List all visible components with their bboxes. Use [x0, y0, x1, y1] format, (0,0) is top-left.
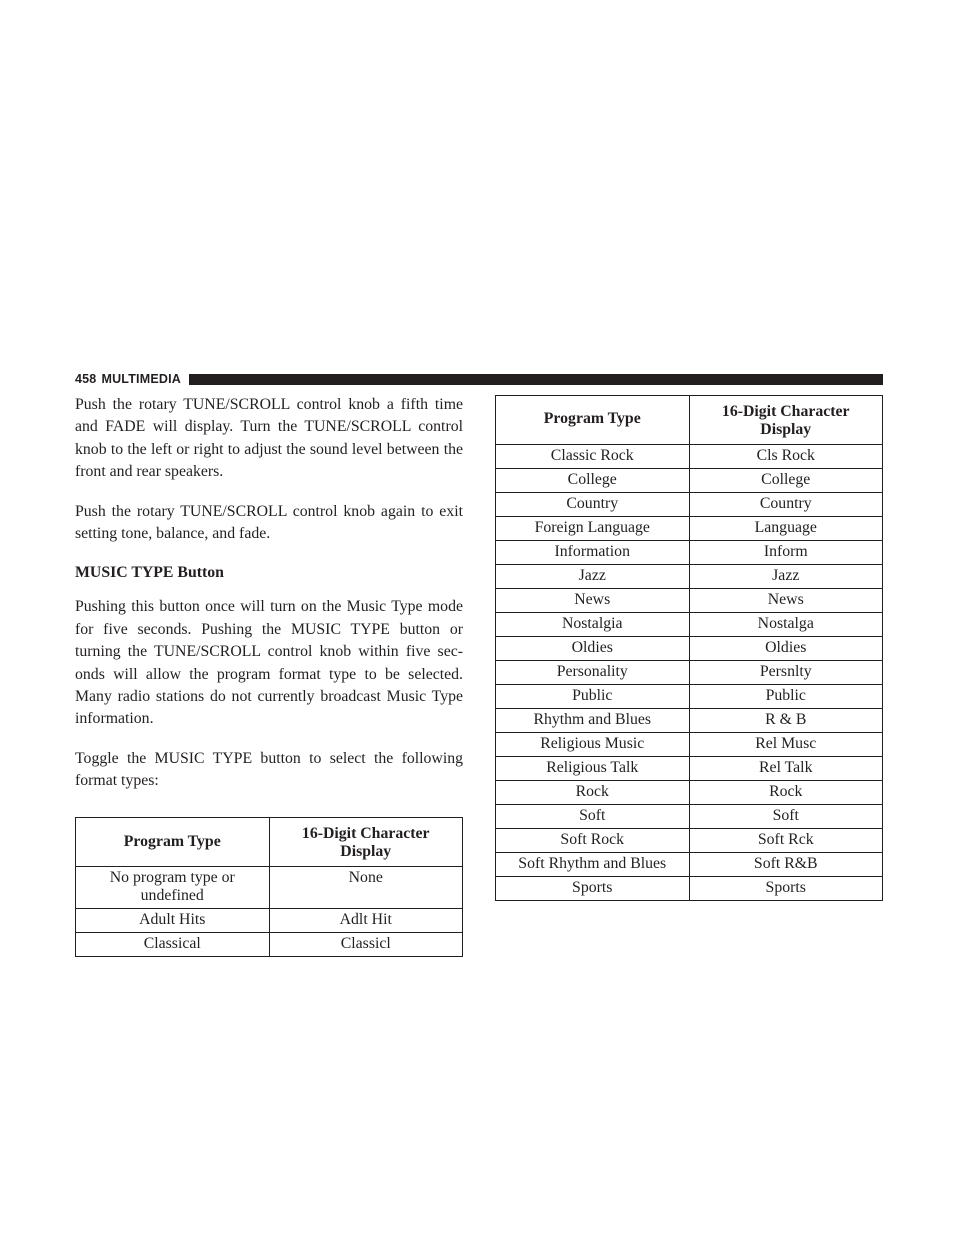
table-cell-program-type: Nostalgia [496, 613, 690, 637]
table-cell-display: Inform [689, 541, 883, 565]
table-row [496, 517, 883, 541]
section-title: MULTIMEDIA [101, 372, 182, 386]
paragraph-toggle: Toggle the MUSIC TYPE button to select the following format types: [75, 749, 463, 790]
table-row [496, 637, 883, 661]
table-cell-program-type: Rhythm and Blues [496, 709, 690, 733]
table-cell-program-type: Oldies [496, 637, 690, 661]
table-row [496, 445, 883, 469]
table-header-display: 16-Digit Character Display [269, 817, 463, 866]
table-row [496, 853, 883, 877]
table-cell-display: Soft [689, 805, 883, 829]
table-cell-display: Soft Rck [689, 829, 883, 853]
table-row [496, 613, 883, 637]
page-header [75, 372, 883, 386]
section-heading-music-type: MUSIC TYPE Button [75, 564, 224, 582]
table-cell-program-type: Personality [496, 661, 690, 685]
table-header-row [496, 396, 883, 445]
table-header-program-type: Program Type [76, 817, 270, 866]
table-row [496, 877, 883, 901]
table-row [76, 932, 463, 956]
table-cell-program-type: Classic Rock [496, 445, 690, 469]
left-column [75, 394, 463, 957]
table-cell-display: Cls Rock [689, 445, 883, 469]
table-row [496, 757, 883, 781]
table-cell-display: Rel Musc [689, 733, 883, 757]
table-cell-display: None [269, 866, 463, 908]
table-cell-display: Oldies [689, 637, 883, 661]
table-cell-program-type: News [496, 589, 690, 613]
table-row [496, 733, 883, 757]
right-column [495, 395, 883, 901]
table-cell-display: R & B [689, 709, 883, 733]
table-cell-program-type: College [496, 469, 690, 493]
table-cell-display: Adlt Hit [269, 908, 463, 932]
table-cell-display: College [689, 469, 883, 493]
paragraph-exit: Push the rotary TUNE/SCROLL control knob again to exit setting tone, balance, and fade. [75, 502, 463, 543]
table-row [496, 829, 883, 853]
header-rule [189, 374, 883, 385]
table-row [496, 781, 883, 805]
table-cell-program-type: Sports [496, 877, 690, 901]
table-cell-display: Jazz [689, 565, 883, 589]
table-row [496, 493, 883, 517]
table-cell-program-type: Classical [76, 932, 270, 956]
table-cell-program-type: Adult Hits [76, 908, 270, 932]
table-cell-display: News [689, 589, 883, 613]
table-cell-display: Rock [689, 781, 883, 805]
table-row [496, 805, 883, 829]
table-cell-display: Rel Talk [689, 757, 883, 781]
table-cell-program-type: No program type or undefined [76, 866, 270, 908]
table-cell-program-type: Religious Talk [496, 757, 690, 781]
table-cell-display: Public [689, 685, 883, 709]
table-cell-program-type: Soft Rhythm and Blues [496, 853, 690, 877]
table-row [76, 908, 463, 932]
table-cell-program-type: Jazz [496, 565, 690, 589]
table-cell-program-type: Foreign Language [496, 517, 690, 541]
table-row [496, 541, 883, 565]
paragraph-fade: Push the rotary TUNE/SCROLL control knob a fifth time and FADE will display. Turn the TUNE/SCROLL control knob to the left or right to adjust the sound level between the front and rear speakers. [75, 396, 463, 481]
table-header-row [76, 817, 463, 866]
table-cell-display: Sports [689, 877, 883, 901]
table-row [76, 866, 463, 908]
table-cell-program-type: Soft Rock [496, 829, 690, 853]
table-cell-display: Soft R&B [689, 853, 883, 877]
table-row [496, 709, 883, 733]
page-header-label [75, 372, 189, 386]
table-row [496, 661, 883, 685]
table-row [496, 565, 883, 589]
table-row [496, 469, 883, 493]
table-header-program-type: Program Type [496, 396, 690, 445]
paragraph-music-type-mode: Pushing this button once will turn on the Music Type mode for five seconds. Pushing the MUSIC TYPE button or turning the TUNE/SCROLL control knob within five seconds will allow the program format type to be selected. Many radio stations do not currently broadcast Music Type information. [75, 598, 463, 728]
table-cell-program-type: Country [496, 493, 690, 517]
table-cell-program-type: Rock [496, 781, 690, 805]
table-row [496, 589, 883, 613]
page-number: 458 [75, 372, 97, 386]
table-cell-display: Classicl [269, 932, 463, 956]
table-header-display: 16-Digit Character Display [689, 396, 883, 445]
table-cell-program-type: Soft [496, 805, 690, 829]
table-cell-program-type: Religious Music [496, 733, 690, 757]
table-cell-program-type: Information [496, 541, 690, 565]
table-row [496, 685, 883, 709]
table-cell-display: Language [689, 517, 883, 541]
table-cell-program-type: Public [496, 685, 690, 709]
program-type-table-left [75, 817, 463, 957]
table-cell-display: Persnlty [689, 661, 883, 685]
table-cell-display: Country [689, 493, 883, 517]
program-type-table-right [495, 395, 883, 901]
table-cell-display: Nostalga [689, 613, 883, 637]
